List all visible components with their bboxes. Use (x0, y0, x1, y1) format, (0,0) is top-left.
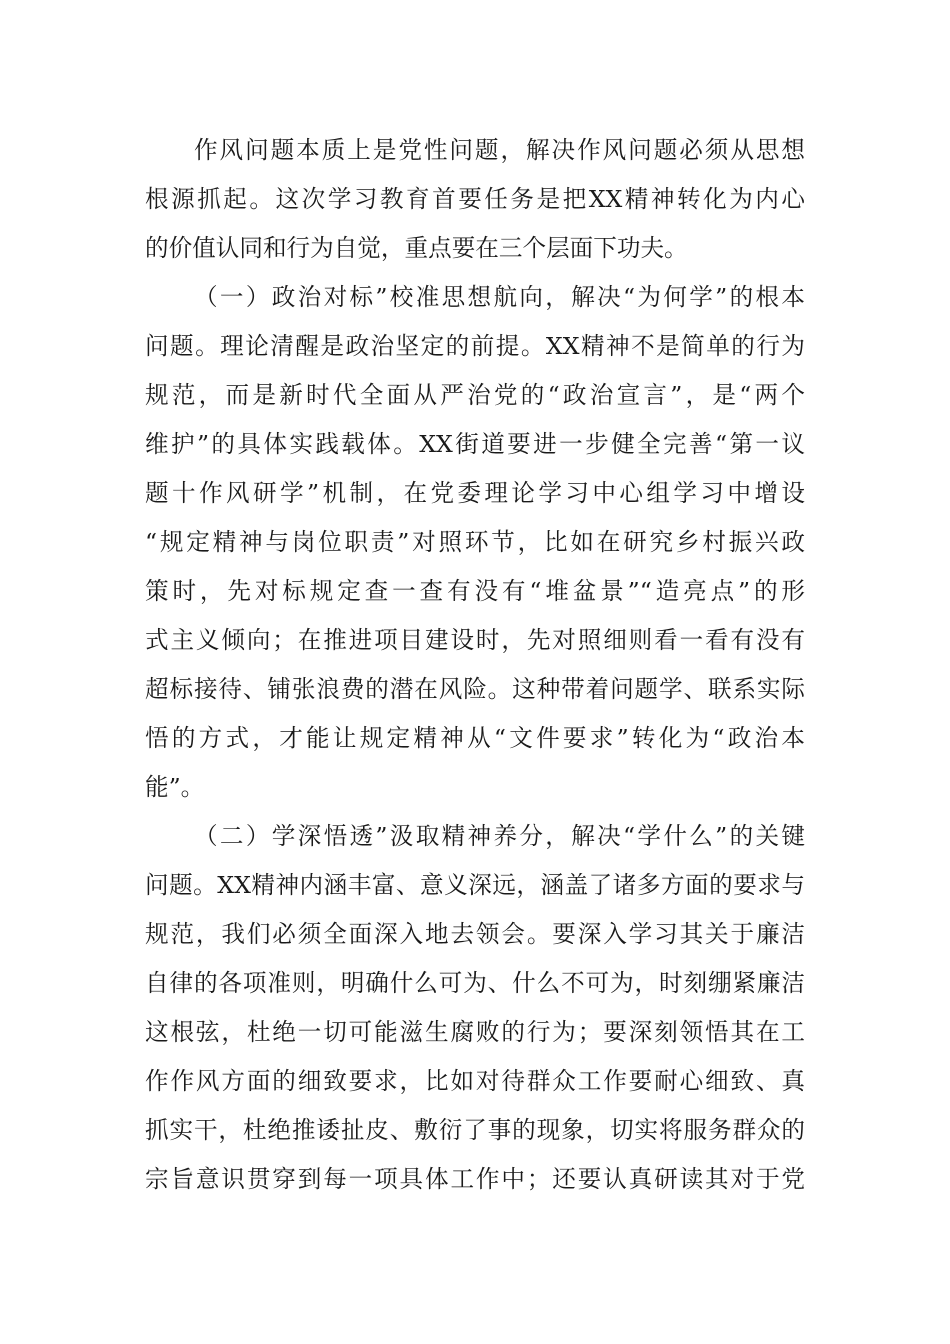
text-line: 策时，先对标规定查一查有没有“堆盆景”“造亮点”的形 (145, 577, 805, 605)
text-line: 题十作风研学”机制，在党委理论学习中心组学习中增设 (145, 479, 805, 507)
text-line: 规范，我们必须全面深入地去领会。要深入学习其关于廉洁 (145, 920, 805, 948)
text-line: 作风问题本质上是党性问题，解决作风问题必须从思想 (194, 136, 805, 164)
text-line: 自律的各项准则，明确什么可为、什么不可为，时刻绷紧廉洁 (145, 969, 805, 997)
text-line: 规范，而是新时代全面从严治党的“政治宣言”，是“两个 (145, 381, 805, 409)
text-line: 问题。理论清醒是政治坚定的前提。XX精神不是简单的行为 (145, 332, 805, 360)
text-line: “规定精神与岗位职责”对照环节，比如在研究乡村振兴政 (145, 528, 805, 556)
text-line: 的价值认同和行为自觉，重点要在三个层面下功夫。 (145, 234, 688, 262)
text-line: （一）政治对标”校准思想航向，解决“为何学”的根本 (194, 283, 805, 311)
paragraph-section-one (145, 273, 805, 812)
text-line: 根源抓起。这次学习教育首要任务是把XX精神转化为内心 (145, 185, 805, 213)
text-line: 超标接待、铺张浪费的潜在风险。这种带着问题学、联系实际 (145, 675, 805, 703)
text-line: 维护”的具体实践载体。XX街道要进一步健全完善“第一议 (145, 430, 805, 458)
text-line: 问题。XX精神内涵丰富、意义深远，涵盖了诸多方面的要求与 (145, 871, 805, 899)
text-line: 作作风方面的细致要求，比如对待群众工作要耐心细致、真 (145, 1067, 805, 1095)
text-line: 悟的方式，才能让规定精神从“文件要求”转化为“政治本 (145, 724, 805, 752)
document-body (145, 126, 805, 1204)
paragraph-section-two (145, 812, 805, 1204)
text-line: 能”。 (145, 773, 205, 801)
text-line: （二）学深悟透”汲取精神养分，解决“学什么”的关键 (194, 822, 805, 850)
text-line: 这根弦，杜绝一切可能滋生腐败的行为；要深刻领悟其在工 (145, 1018, 805, 1046)
paragraph-intro (145, 126, 805, 273)
text-line: 抓实干，杜绝推诿扯皮、敷衍了事的现象，切实将服务群众的 (145, 1116, 805, 1144)
text-line: 宗旨意识贯穿到每一项具体工作中；还要认真研读其对于党 (145, 1165, 805, 1193)
text-line: 式主义倾向；在推进项目建设时，先对照细则看一看有没有 (145, 626, 805, 654)
